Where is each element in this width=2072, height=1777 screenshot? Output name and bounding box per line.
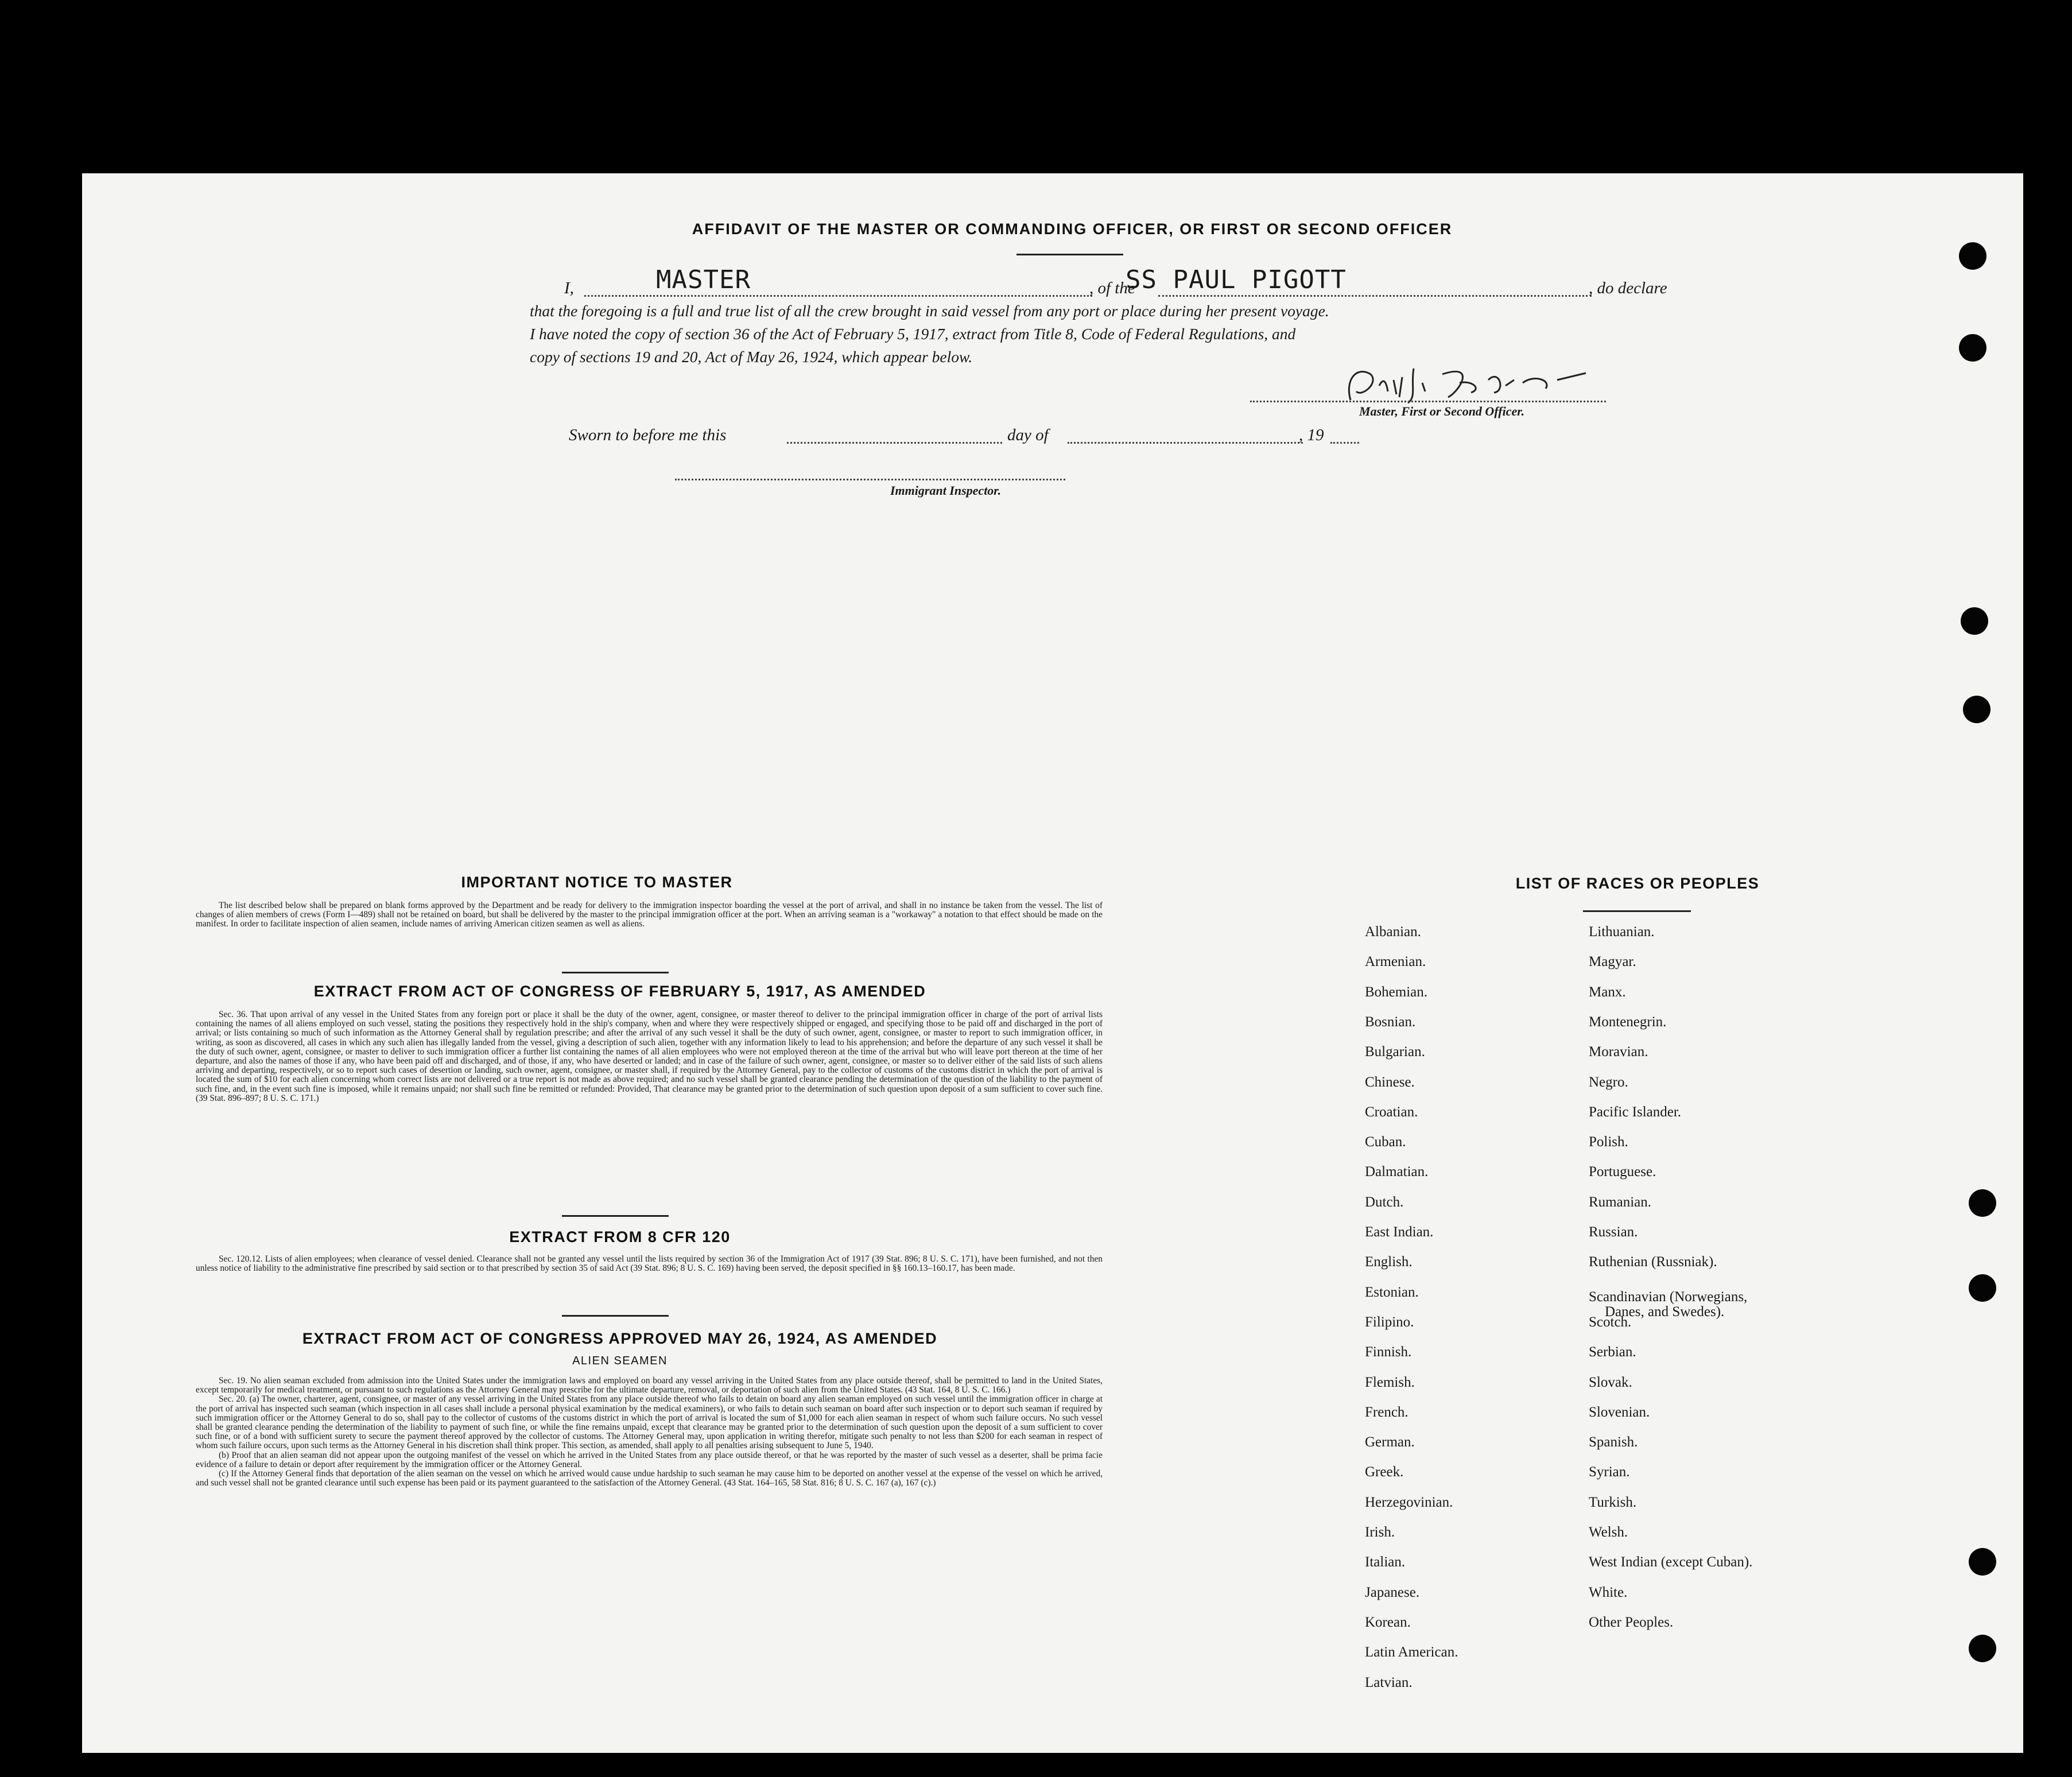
race-item: Latvian. <box>1365 1674 1413 1690</box>
race-item: Scotch. <box>1589 1314 1632 1330</box>
affidavit-i-label: I, <box>564 279 574 297</box>
section-20a-paragraph: Sec. 20. (a) The owner, charterer, agent, consignee, or master of any vessel arriving in the United States from any place outside thereof who fails to detain on board any alien seaman employed on such vessel until the immigration officer in charge at the port of arrival has inspected such seaman (which inspection in all cases shall include a personal physical examination by the medical examiners), or who fails to detain such seaman on board after such inspection or to deport such seaman if required by such immigration officer or the Attorney General to do so, shall pay to the collector of customs of the customs district in which the port of arrival is located the sum of $1,000 for each alien seaman in respect of whom such failure occurs. No such vessel shall be granted clearance pending the determination of the liability to payment of such fine, or while the fine remains unpaid, except that clearance may be granted prior to the determination of such question upon the deposit of a sum sufficient to cover such fine, or of a bond with sufficient surety to secure the payment thereof approved by the collector of customs. The Attorney General may, upon application in writing therefor, mitigate such penalty to not less than $200 for each seaman in respect of whom such failure occurs, upon such terms as the Attorney General in his discretion shall think proper. This section, as amended, shall apply to all penalties arising subsequent to June 5, 1940. <box>196 1394 1103 1451</box>
race-item: Greek. <box>1365 1464 1404 1480</box>
race-item: Chinese. <box>1365 1074 1415 1090</box>
race-item: Portuguese. <box>1589 1164 1656 1180</box>
year-label: , 19 <box>1299 426 1324 444</box>
race-item: Dalmatian. <box>1365 1164 1429 1180</box>
race-item: Bohemian. <box>1365 984 1428 1000</box>
race-item: Irish. <box>1365 1524 1395 1540</box>
vessel-field-line <box>1158 295 1592 297</box>
race-item: Polish. <box>1589 1134 1628 1150</box>
section-120-12-paragraph: Sec. 120.12. Lists of alien employees; when clearance of vessel denied. Clearance shall not be granted any vessel until the lists required by section 36 of the Immigration Act of 1917 (39 Stat. 896; 8 U. S. C. 171), have been furnished, and not then unless notice of liability to the administrative fine prescribed by said section or to that prescribed by section 35 of said Act (39 Stat. 896; 8 U. S. C. 169) having been served, the deposit specified in §§ 160.13–160.17, has been made. <box>196 1254 1103 1274</box>
affidavit-text-line3: copy of sections 19 and 20, Act of May 26, 1924, which appear below. <box>530 348 973 366</box>
section-20b-paragraph: (b) Proof that an alien seaman did not appear upon the outgoing manifest of the vessel on which he arrived in the United States from any place outside thereof, or that he was reported by the master of such vessel as a deserter, shall be prima facie evidence of a failure to detain or deport after requirement by the immigration officer or the Attorney General. <box>196 1450 1103 1469</box>
race-item: Manx. <box>1589 984 1626 1000</box>
day-of-label: day of <box>1007 426 1049 444</box>
race-item: German. <box>1365 1434 1415 1450</box>
affidavit-declare-label: , do declare <box>1589 279 1667 297</box>
race-item: Moravian. <box>1589 1044 1648 1060</box>
binder-hole <box>1961 607 1988 635</box>
race-item: Magyar. <box>1589 954 1636 970</box>
extract-1924-body <box>196 1376 1103 1488</box>
race-item: White. <box>1589 1584 1628 1600</box>
extract-1924-title: EXTRACT FROM ACT OF CONGRESS APPROVED MAY 26, 1924, AS AMENDED <box>302 1330 938 1347</box>
binder-hole <box>1969 1274 1996 1302</box>
race-item: Finnish. <box>1365 1344 1412 1360</box>
race-item: Croatian. <box>1365 1104 1418 1120</box>
signature-line <box>1250 401 1606 402</box>
extract-1917-body <box>196 1010 1103 1103</box>
race-item: Negro. <box>1589 1074 1628 1090</box>
binder-hole <box>1969 1189 1996 1217</box>
race-item: Syrian. <box>1589 1464 1630 1480</box>
race-item: Slovak. <box>1589 1374 1632 1390</box>
race-item: Other Peoples. <box>1589 1614 1674 1630</box>
extract-1924-subtitle: ALIEN SEAMEN <box>572 1355 668 1367</box>
race-item: Slovenian. <box>1589 1404 1650 1420</box>
affidavit-divider <box>1016 254 1123 255</box>
race-item: Korean. <box>1365 1614 1411 1630</box>
notice-title: IMPORTANT NOTICE TO MASTER <box>461 874 733 891</box>
section-19-paragraph: Sec. 19. No alien seaman excluded from admission into the United States under the immigration laws and employed on board any vessel arriving in the United States from any place outside thereof, shall be permitted to land in the United States, except temporarily for medical treatment, or pursuant to such regulations as the Attorney General may prescribe for the ultimate departure, removal, or deportation of such alien from the United States. (43 Stat. 164, 8 U. S. C. 166.) <box>196 1376 1103 1395</box>
extract-cfr-divider <box>562 1315 669 1317</box>
binder-hole <box>1959 334 1986 362</box>
sworn-label: Sworn to before me this <box>569 426 727 444</box>
race-item: Pacific Islander. <box>1589 1104 1682 1120</box>
race-item: Scandinavian (Norwegians, <box>1589 1289 1748 1305</box>
race-item: Turkish. <box>1589 1494 1637 1510</box>
binder-hole <box>1959 242 1986 270</box>
race-item: Spanish. <box>1589 1434 1638 1450</box>
race-item: Serbian. <box>1589 1344 1636 1360</box>
affidavit-of-the-label: , of the <box>1089 279 1135 297</box>
race-item: Italian. <box>1365 1554 1406 1570</box>
race-item: Flemish. <box>1365 1374 1415 1390</box>
sworn-year-line <box>1330 442 1359 444</box>
extract-cfr-title: EXTRACT FROM 8 CFR 120 <box>509 1228 731 1246</box>
race-item: Ruthenian (Russniak). <box>1589 1254 1717 1270</box>
inspector-signature-line <box>675 479 1065 480</box>
extract-cfr-body <box>196 1255 1103 1273</box>
race-item: Danes, and Swedes). <box>1605 1303 1725 1320</box>
races-divider <box>1583 910 1691 912</box>
document-page <box>82 173 2023 1753</box>
race-item: Armenian. <box>1365 954 1426 970</box>
affidavit-text-line2: I have noted the copy of section 36 of the Act of February 5, 1917, extract from Title 8, Code of Federal Regulations, and <box>530 325 1296 343</box>
notice-body <box>196 901 1103 929</box>
sworn-day-line <box>787 442 1002 444</box>
race-item: Latin American. <box>1365 1644 1458 1660</box>
section-36-paragraph: Sec. 36. That upon arrival of any vessel in the United States from any foreign port or place it shall be the duty of the owner, agent, consignee, or master thereof to deliver to the principal immigration officer in charge of the port of arrival lists containing the names of all aliens employed on such vessel, stating the positions they respectively hold in the ship's company, when and where they were respectively shipped or engaged, and specifying those to be paid off and discharged in the port of arrival; or lists containing so much of such information as the Attorney General shall by regulation prescribe; and after the arrival of any such vessel it shall be the duty of such owner, agent, consignee, or master to report to such immigration officer, in writing, as soon as discovered, all cases in which any such alien has illegally landed from the vessel, giving a description of such alien, together with any information likely to lead to his apprehension; and before the departure of any such vessel it shall be the duty of such owner, agent, consignee, or master to deliver to such immigration officer a further list containing the names of all alien employees who were not employed thereon at the time of the arrival but who will leave port thereon at the time of her departure, and also the names of those if any, who have been paid off and discharged, and of those, if any, who have deserted or landed; and in case of the failure of such owner, agent, consignee, or master so to deliver either of the said lists of such aliens arriving and departing, respectively, or so to report such cases of desertion or landing, such owner, agent, consignee, or master shall, if required by the Attorney General, pay to the collector of customs of the customs district in which the port of arrival is located the sum of $10 for each alien concerning whom correct lists are not delivered or a true report is not made as above required; and no such vessel shall be granted clearance pending the determination of the question of the liability to the payment of such fine, and, in the event such fine is imposed, while it remains unpaid; nor shall such fine be remitted or refunded: Provided, That clearance may be granted prior to the determination of such question upon deposit of a sum sufficient to cover such fine. (39 Stat. 896–897; 8 U. S. C. 171.) <box>196 1010 1103 1103</box>
binder-hole <box>1969 1548 1996 1576</box>
race-item: Welsh. <box>1589 1524 1628 1540</box>
races-title: LIST OF RACES OR PEOPLES <box>1515 875 1760 892</box>
extract-1917-divider <box>562 1215 669 1217</box>
race-item: Bulgarian. <box>1365 1044 1425 1060</box>
sworn-month-line <box>1068 442 1303 444</box>
affidavit-title: AFFIDAVIT OF THE MASTER OR COMMANDING OFFICER, OR FIRST OR SECOND OFFICER <box>692 220 1453 238</box>
notice-divider <box>562 972 669 973</box>
race-item: Japanese. <box>1365 1584 1420 1600</box>
race-item: Dutch. <box>1365 1194 1404 1210</box>
name-field-line <box>584 295 1092 297</box>
signature-caption: Master, First or Second Officer. <box>1359 404 1525 418</box>
binder-hole <box>1969 1635 1996 1662</box>
name-field-value: MASTER <box>656 265 751 294</box>
race-item: Bosnian. <box>1365 1014 1416 1030</box>
race-item: English. <box>1365 1254 1413 1270</box>
race-item: Lithuanian. <box>1589 924 1655 940</box>
race-item: Montenegrin. <box>1589 1014 1667 1030</box>
affidavit-text-line1: that the foregoing is a full and true list of all the crew brought in said vessel from any port or place during her present voyage. <box>530 302 1329 320</box>
race-item: Rumanian. <box>1589 1194 1652 1210</box>
section-20c-paragraph: (c) If the Attorney General finds that deportation of the alien seaman on the vessel on which he arrived would cause undue hardship to such seaman he may cause him to be deported on another vessel at the expense of the vessel on which he arrived, and such vessel shall not be granted clearance until such expense has been paid or its payment guaranteed to the satisfaction of the Attorney General. (43 Stat. 164–165, 58 Stat. 816; 8 U. S. C. 167 (a), 167 (c).) <box>196 1469 1103 1488</box>
binder-hole <box>1963 696 1990 723</box>
race-item: Albanian. <box>1365 924 1421 940</box>
race-item: West Indian (except Cuban). <box>1589 1554 1753 1570</box>
extract-1917-title: EXTRACT FROM ACT OF CONGRESS OF FEBRUARY 5, 1917, AS AMENDED <box>313 983 926 1000</box>
race-item: Russian. <box>1589 1224 1638 1240</box>
inspector-caption: Immigrant Inspector. <box>890 483 1002 498</box>
race-item: French. <box>1365 1404 1409 1420</box>
race-item: Filipino. <box>1365 1314 1414 1330</box>
race-item: East Indian. <box>1365 1224 1434 1240</box>
race-item: Herzegovinian. <box>1365 1494 1453 1510</box>
notice-paragraph: The list described below shall be prepared on blank forms approved by the Department and be ready for delivery to the immigration inspector boarding the vessel at the port of arrival, and shall in no instance be taken from the vessel. The list of changes of alien members of crews (Form I—489) shall not be retained on board, but shall be delivered by the master to the principal immigration officer at the port. When an arriving seaman is a "workaway" a notation to that effect should be made on the manifest. In order to facilitate inspection of alien seamen, include names of arriving American citizen seamen as well as aliens. <box>196 901 1103 929</box>
race-item: Cuban. <box>1365 1134 1406 1150</box>
race-item: Estonian. <box>1365 1284 1419 1300</box>
vessel-field-value: SS PAUL PIGOTT <box>1126 265 1347 294</box>
